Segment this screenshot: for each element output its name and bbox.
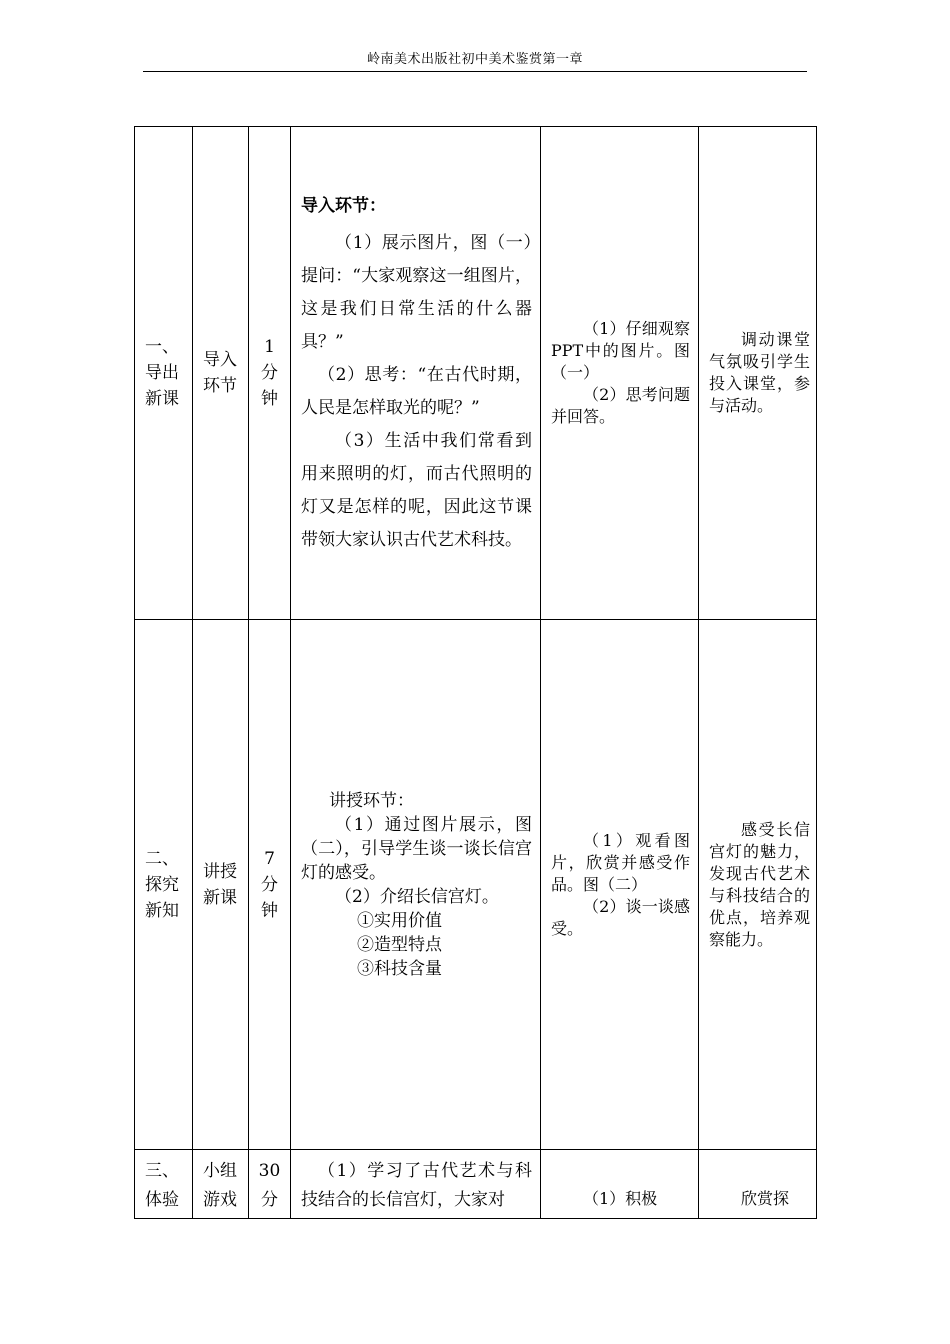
teacher-activity-cell: 导入环节： （1）展示图片，图（一）提问：“大家观察这一组图片，这是我们日常生活的什么器具？” （2）思考：“在古代时期，人民是怎样取光的呢？” （3）生活中我们常看到用来照明的灯，而古代照明的灯又是怎样的呢，因此这节课带领大家认识古代艺术科技。 (291, 127, 541, 620)
table-row (135, 1150, 817, 1219)
teacher-activity-cell: （1）学习了古代艺术与科技结合的长信宫灯，大家对 (291, 1150, 541, 1219)
student-activity-cell: （1）积极 (541, 1150, 699, 1219)
table-row (135, 127, 817, 620)
stage-cell: 二、 探究 新知 (135, 620, 193, 1150)
list-item: ③科技含量 (357, 958, 442, 979)
purpose-cell: 感受长信宫灯的魅力，发现古代艺术与科技结合的优点，培养观察能力。 (699, 620, 817, 1150)
time-cell: 30 分 (249, 1150, 291, 1219)
purpose-cell: 调动课堂气氛吸引学生投入课堂，参与活动。 (699, 127, 817, 620)
section-title: 导入环节： (301, 195, 386, 216)
purpose-cell: 欣赏探 (699, 1150, 817, 1219)
teacher-activity-cell: 讲授环节： （1）通过图片展示，图（二），引导学生谈一谈长信宫灯的感受。 （2）介绍长信宫灯。 ①实用价值 ②造型特点 ③科技含量 (291, 620, 541, 1150)
stage-cell: 三、 体验 (135, 1150, 193, 1219)
student-activity-cell: （1）仔细观察PPT中的图片。图（一） （2）思考问题并回答。 (541, 127, 699, 620)
time-cell: 7 分 钟 (249, 620, 291, 1150)
lesson-plan-table (134, 126, 817, 1219)
student-activity-cell: （1）观看图片，欣赏并感受作品。图（二） （2）谈一谈感受。 (541, 620, 699, 1150)
table-row (135, 620, 817, 1150)
segment-cell: 讲授 新课 (193, 620, 249, 1150)
list-item: ①实用价值 (357, 910, 442, 931)
section-title: 讲授环节： (329, 790, 414, 811)
segment-cell: 导入 环节 (193, 127, 249, 620)
page-header: 岭南美术出版社初中美术鉴赏第一章 (366, 52, 583, 67)
list-item: ②造型特点 (357, 934, 442, 955)
segment-cell: 小组 游戏 (193, 1150, 249, 1219)
time-cell: 1 分 钟 (249, 127, 291, 620)
stage-cell: 一、 导出 新课 (135, 127, 193, 620)
header-rule (143, 71, 807, 72)
